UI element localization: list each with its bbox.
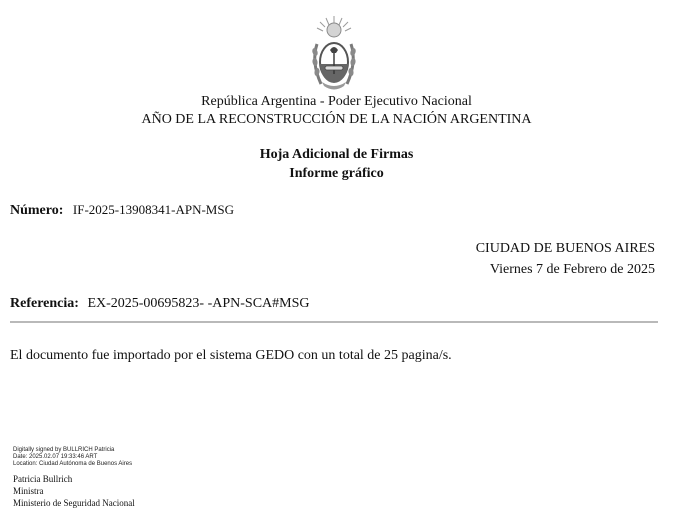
reference-value: EX-2025-00695823- -APN-SCA#MSG	[87, 296, 310, 311]
document-number-row	[10, 202, 234, 219]
date-line: Viernes 7 de Febrero de 2025	[489, 262, 655, 277]
reference-row	[10, 296, 310, 312]
argentina-coat-of-arms-icon	[307, 14, 361, 94]
digital-signature-block	[13, 447, 132, 468]
sheet-subtitle: Informe gráfico	[289, 166, 384, 181]
sheet-title: Hoja Adicional de Firmas	[259, 147, 414, 162]
signer-name: Patricia Bullrich	[13, 474, 73, 484]
signer-office: Ministerio de Seguridad Nacional	[13, 498, 135, 508]
signer-block	[13, 473, 135, 509]
section-divider	[10, 321, 658, 323]
import-statement: El documento fue importado por el sistema GEDO con un total de 25 pagina/s.	[10, 348, 452, 363]
reference-label: Referencia:	[10, 296, 79, 311]
document-number-value: IF-2025-13908341-APN-MSG	[72, 202, 234, 217]
city-line: CIUDAD DE BUENOS AIRES	[475, 241, 655, 256]
document-number-label: Número:	[10, 203, 64, 218]
signature-date-line: Date: 2025.02.07 19:33:46 ART	[13, 454, 98, 460]
signed-by-line: Digitally signed by BULLRICH Patricia	[13, 447, 115, 453]
signature-location-line: Location: Ciudad Autónoma de Buenos Aires	[13, 461, 133, 467]
signer-position: Ministra	[13, 486, 44, 496]
republic-header: República Argentina - Poder Ejecutivo Nacional	[201, 94, 472, 109]
year-motto: AÑO DE LA RECONSTRUCCIÓN DE LA NACIÓN ARGENTINA	[141, 112, 532, 127]
